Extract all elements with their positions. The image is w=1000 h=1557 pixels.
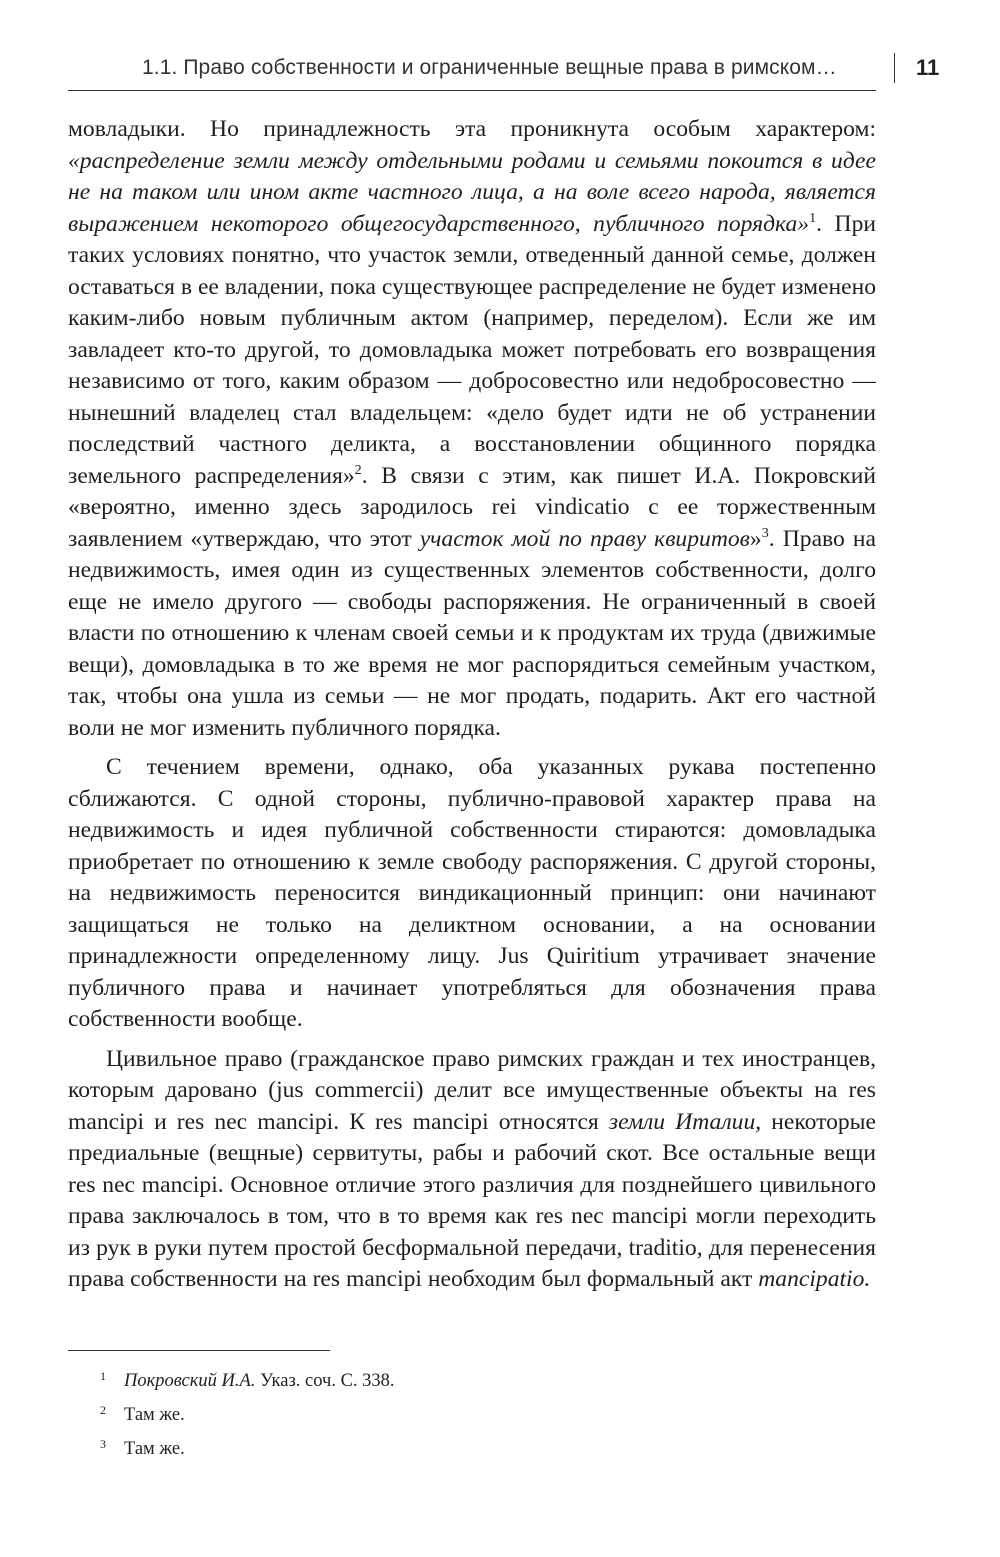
footnote-ref: 2 [354, 461, 362, 478]
footnote [100, 1430, 876, 1464]
body-text [68, 114, 876, 1296]
footnote-rule [68, 1350, 330, 1351]
footnote-text: Там же. [124, 1405, 185, 1425]
italic-text: участок мой по праву квиритов [419, 525, 750, 552]
footnote-number: 3 [100, 1437, 106, 1451]
italic-text: «распределение земли между отдельными родами и семьями покоится в идее не на таком или ином акте частного лица, а на воле всего народа, является выражением некоторого общегосударственного, публичного порядка» [68, 147, 876, 237]
text-run: . При таких условиях понятно, что участок земли, отведенный данной семье, должен оставаться в ее владении, пока существующее распределение не будет изменено каким-либо новым публичным актом (например, переделом). Если же им завладеет кто-то другой, то домовладыка может потребовать его возвращения независимо от того, каким образом — добросовестно или недобросовестно — нынешний владелец стал владельцем: «дело будет идти не об устранении последствий частного деликта, а восстановлении общинного порядка земельного распределения» [68, 210, 876, 489]
page-number: 11 [916, 55, 940, 80]
footnote [100, 1396, 876, 1430]
text-run: Цивильное право (гражданское право римских граждан и тех иностранцев, которым даровано (jus commercii) делит все имущественные объекты на res mancipi и res nec mancipi. К res mancipi относятся [68, 1045, 876, 1135]
footnote-number: 1 [100, 1369, 106, 1383]
italic-text: mancipatio. [758, 1266, 871, 1292]
paragraph [68, 114, 876, 744]
footnote-ref: 3 [761, 524, 769, 541]
footnote-text: Там же. [124, 1439, 185, 1459]
text-run: мовладыки. Но принадлежность эта проникнута особым характером: [68, 116, 876, 142]
footnote-ref: 1 [809, 209, 817, 226]
running-title: 1.1. Право собственности и ограниченные вещные права в римском… [142, 56, 837, 79]
italic-text: земли Италии, [608, 1108, 762, 1135]
paragraph [68, 1044, 876, 1296]
footnote-number: 2 [100, 1403, 106, 1417]
footnote-author: Покровский И.А. [124, 1371, 256, 1391]
text-run: некоторые предиальные (вещные) сервитуты, рабы и рабочий скот. Все остальные вещи res nec mancipi. Основное отличие этого различия для позднейшего цивильного права заключалось в том, что в то время как res nec mancipi могли переходить из рук в руки путем простой бесформальной передачи, traditio, для перенесения права собственности на res mancipi необходим был формальный акт [68, 1108, 876, 1292]
paragraph [68, 752, 876, 1036]
text-run: С течением времени, однако, оба указанных рукава постепенно сближаются. С одной стороны, публично-правовой характер права на недвижимость и идея публичной собственности стираются: домовладыка приобретает по отношению к земле свободу распоряжения. С другой стороны, на недвижимость переносится виндикационный принцип: они начинают защищаться не только на деликтном основании, а на основании принадлежности определенному лицу. Jus Quiritium утрачивает значение публичного права и начинает употребляться для обозначения права собственности вообще. [68, 754, 876, 1032]
header-separator [894, 53, 895, 83]
running-header [68, 50, 940, 91]
text-run: » [749, 525, 762, 552]
footnotes [100, 1362, 876, 1464]
footnote-text: Указ. соч. С. 338. [255, 1371, 395, 1391]
text-run: . Право на недвижимость, имея один из существенных элементов собственности, долго еще не имело другого — свободы распоряжения. Не ограниченный в своей власти по отношению к членам своей семьи и к продуктам их труда (движимые вещи), домовладыка в то же время не мог распорядиться семейным участком, так, чтобы она ушла из семьи — не мог продать, подарить. Акт его частной воли не мог изменить публичного порядка. [68, 525, 876, 741]
text-run: . В связи с этим, как пишет И.А. Покровский «вероятно, именно здесь зародилось rei vindicatio с ее торжественным заявлением «утверждаю, что этот [68, 462, 876, 552]
footnote [100, 1362, 876, 1396]
